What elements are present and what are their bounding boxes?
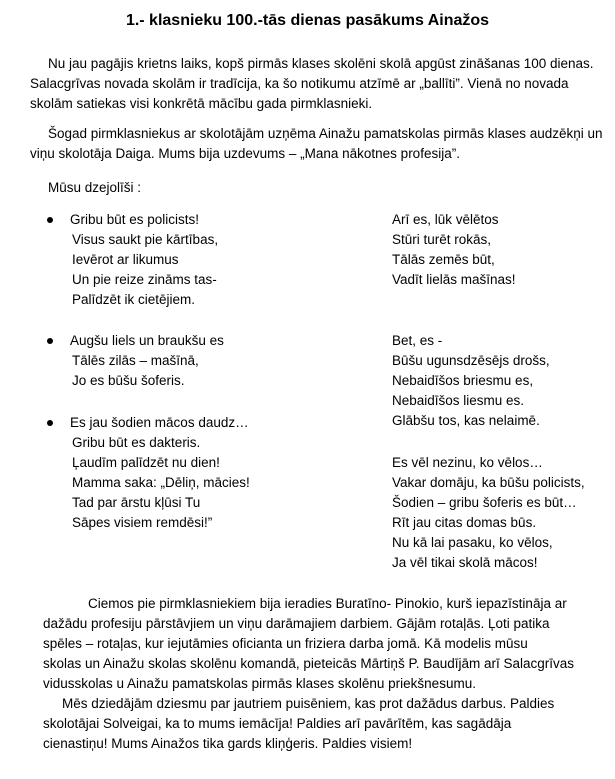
text-line: spēles – rotaļas, kur iejutāmies oficianta un friziera darba jomā. Kā modelis mūsu <box>43 636 528 651</box>
verse-line: Nebaidīšos briesmu es, <box>392 373 534 388</box>
page-title: 1.- klasnieku 100.-tās dienas pasākums Ainažos <box>125 12 490 29</box>
verse-line: Vadīt lielās mašīnas! <box>392 272 516 287</box>
poem-right-3 <box>392 453 585 573</box>
text-line: vidusskolas u Ainažu pamatskolas pirmās klases skolēnu priekšnesumu. <box>43 676 476 691</box>
verse-line: Rīt jau citas domas būs. <box>392 515 537 530</box>
verse-line: Palīdzēt ik cietējiem. <box>72 292 196 307</box>
verse-line: Visus saukt pie kārtības, <box>72 232 219 247</box>
poems-intro: Mūsu dzejolīši : <box>48 180 142 195</box>
text-line: skolotājai Solveigai, ka to mums iemācīja! Paldies arī pavārītēm, kas sagādāja <box>43 716 512 731</box>
bullet-icon <box>47 420 53 426</box>
verse-line: Nu kā lai pasaku, ko vēlos, <box>392 535 553 550</box>
verse-line: Es vēl nezinu, ko vēlos… <box>392 455 543 470</box>
text-line: Šogad pirmklasniekus ar skolotājām uzņēma Ainažu pamatskolas pirmās klases audzēkņi un <box>48 126 603 141</box>
paragraph-intro <box>30 54 594 114</box>
text-line: cienastiņu! Mums Ainažos tika gards kliņģeris. Paldies visiem! <box>43 736 413 751</box>
verse-line: Stūri turēt rokās, <box>392 232 492 247</box>
verse-line: Es jau šodien mācos daudz… <box>70 415 249 430</box>
poem-right-1 <box>392 210 516 290</box>
verse-line: Ievērot ar likumus <box>72 252 179 267</box>
paragraph-thanks <box>30 694 590 754</box>
verse-line: Un pie reize zināms tas- <box>72 272 217 287</box>
verse-line: Vakar domāju, ka būšu policists, <box>392 475 585 490</box>
text-line: skolas un Ainažu skolas skolēnu komandā, pieteicās Mārtiņš P. Baudījām arī Salacgrīvas <box>43 656 575 671</box>
verse-line: Nebaidīšos liesmu es. <box>392 393 525 408</box>
verse-line: Glābšu tos, kas nelaimē. <box>392 413 540 428</box>
text-line: Ciemos pie pirmklasniekiem bija ieradies Buratīno- Pinokio, kurš iepazīstināja ar <box>88 596 567 611</box>
poem-left-3 <box>70 413 250 533</box>
verse-line: Gribu būt es dakteris. <box>72 435 201 450</box>
text-line: Nu jau pagājis krietns laiks, kopš pirmās klases skolēni skolā apgūst zināšanas 100 dienas. <box>48 56 594 71</box>
poem-left-1 <box>70 210 218 310</box>
text-line: skolām satiekas visi konkrētā mācību gada pirmklasnieki. <box>30 96 373 111</box>
bullet-icon <box>47 338 53 344</box>
verse-line: Bet, es - <box>392 333 443 348</box>
verse-line: Ļaudīm palīdzēt nu dien! <box>72 455 220 470</box>
poem-left-2 <box>70 331 224 391</box>
paragraph-event <box>30 124 603 164</box>
verse-line: Mamma saka: „Dēliņ, mācies! <box>72 475 250 490</box>
verse-line: Ja vēl tikai skolā mācos! <box>392 555 538 570</box>
verse-line: Gribu būt es policists! <box>70 212 200 227</box>
verse-line: Jo es būšu šoferis. <box>72 373 185 388</box>
text-line: dažādu profesiju pārstāvjiem un viņu darāmajiem darbiem. Gājām rotaļās. Ļoti patika <box>43 616 550 631</box>
verse-line: Arī es, lūk vēlētos <box>392 212 499 227</box>
verse-line: Šodien – gribu šoferis es būt… <box>392 495 577 510</box>
bullet-icon <box>47 217 53 223</box>
text-line: Salacgrīvas novada skolām ir tradīcija, ka šo notikumu atzīmē ar „ballīti”. Vienā no novada <box>30 76 569 91</box>
paragraph-visit <box>30 594 590 694</box>
poem-right-2 <box>392 331 550 431</box>
verse-line: Augšu liels un braukšu es <box>70 333 224 348</box>
verse-line: Sāpes visiem remdēsi!” <box>72 515 213 530</box>
text-line: Mēs dziedājām dziesmu par jautriem puisēniem, kas prot dažādus darbus. Paldies <box>62 696 555 711</box>
verse-line: Tālās zemēs būt, <box>392 252 495 267</box>
verse-line: Būšu ugunsdzēsējs drošs, <box>392 353 550 368</box>
text-line: viņu skolotāja Daiga. Mums bija uzdevums – „Mana nākotnes profesija”. <box>30 146 460 161</box>
verse-line: Tad par ārstu kļūsi Tu <box>72 495 201 510</box>
verse-line: Tālēs zilās – mašīnā, <box>72 353 199 368</box>
